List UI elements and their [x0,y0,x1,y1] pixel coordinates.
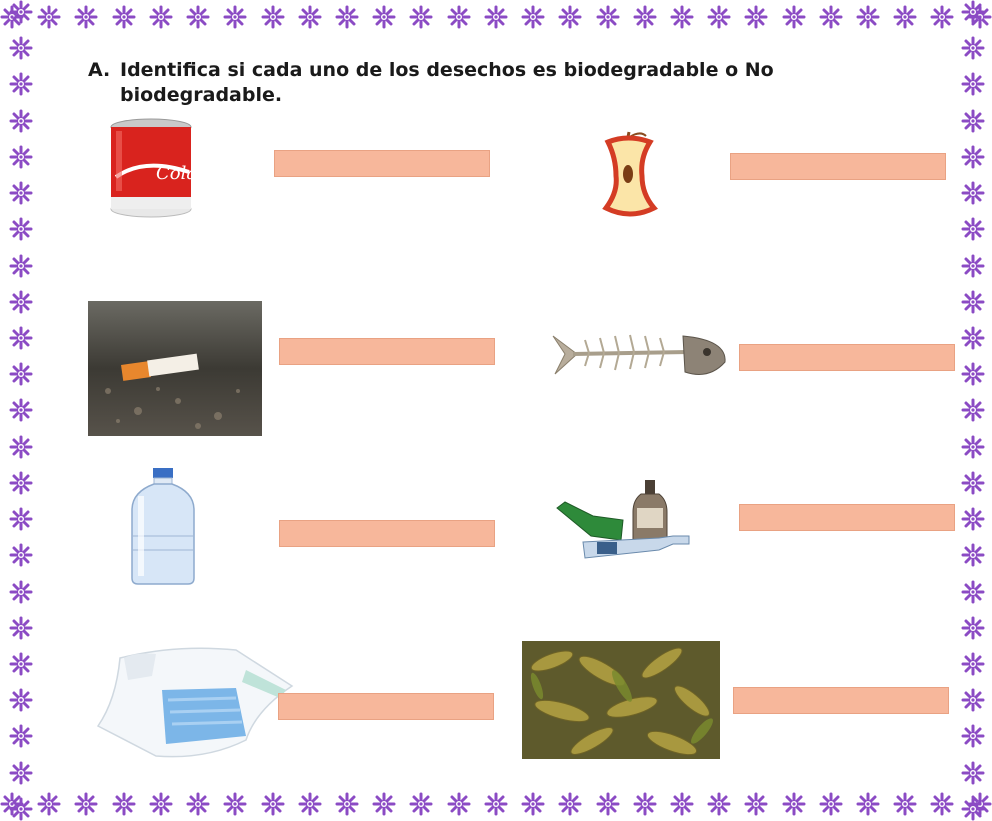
flower-border-icon [261,5,285,29]
flower-border-icon [112,792,136,816]
flower-border-icon [782,5,806,29]
flower-border-icon [633,792,657,816]
answer-box-4[interactable] [739,344,955,371]
flower-border-icon [74,792,98,816]
flower-border-icon [9,616,33,640]
answer-box-2[interactable] [730,153,946,180]
flower-border-icon [9,471,33,495]
flower-border-icon [558,5,582,29]
flower-border-icon [893,5,917,29]
flower-border-icon [961,217,985,241]
flower-border-icon [961,471,985,495]
flower-border-icon [744,792,768,816]
flower-border-icon [707,5,731,29]
answer-box-6[interactable] [739,504,955,531]
border-right [956,0,990,821]
flower-border-icon [149,792,173,816]
flower-border-icon [961,435,985,459]
flower-border-icon [961,797,985,821]
flower-border-icon [961,652,985,676]
flower-border-icon [372,5,396,29]
flower-border-icon [9,797,33,821]
glass-bottles-icon [553,478,693,574]
flower-border-icon [37,792,61,816]
flower-border-icon [9,326,33,350]
flower-border-icon [961,543,985,567]
flower-border-icon [744,5,768,29]
flower-border-icon [223,5,247,29]
flower-border-icon [9,254,33,278]
flower-border-icon [335,792,359,816]
flower-border-icon [484,5,508,29]
border-bottom [0,787,992,821]
flower-border-icon [447,5,471,29]
flower-border-icon [961,507,985,531]
flower-border-icon [9,398,33,422]
flower-border-icon [521,792,545,816]
flower-border-icon [596,5,620,29]
flower-border-icon [961,254,985,278]
flower-border-icon [9,435,33,459]
flower-border-icon [633,5,657,29]
flower-border-icon [782,792,806,816]
soda-can-icon [104,117,198,221]
flower-border-icon [930,5,954,29]
answer-box-3[interactable] [279,338,495,365]
flower-border-icon [186,5,210,29]
dry-leaves-icon [522,641,720,759]
flower-border-icon [186,792,210,816]
flower-border-icon [961,0,985,24]
flower-border-icon [9,72,33,96]
flower-border-icon [707,792,731,816]
flower-border-icon [298,792,322,816]
flower-border-icon [149,5,173,29]
flower-border-icon [112,5,136,29]
flower-border-icon [409,5,433,29]
flower-border-icon [961,761,985,785]
diaper-icon [96,640,296,764]
flower-border-icon [961,326,985,350]
instruction-line-2: biodegradable. [120,84,283,106]
flower-border-icon [335,5,359,29]
flower-border-icon [961,362,985,386]
flower-border-icon [961,688,985,712]
flower-border-icon [961,398,985,422]
flower-border-icon [9,543,33,567]
instruction-number: A. [88,59,111,81]
flower-border-icon [9,109,33,133]
instruction-heading [88,58,868,108]
flower-border-icon [372,792,396,816]
flower-border-icon [9,652,33,676]
flower-border-icon [961,181,985,205]
flower-border-icon [261,792,285,816]
plastic-bottle-icon [128,466,198,586]
svg-text:Cola: Cola [156,163,198,184]
flower-border-icon [961,616,985,640]
fish-skeleton-icon [549,322,731,386]
flower-border-icon [961,290,985,314]
flower-border-icon [9,761,33,785]
flower-border-icon [9,290,33,314]
answer-box-1[interactable] [274,150,490,177]
flower-border-icon [961,72,985,96]
cigarette-butt-icon [88,301,262,436]
border-left [4,0,38,821]
flower-border-icon [298,5,322,29]
flower-border-icon [409,792,433,816]
flower-border-icon [484,792,508,816]
flower-border-icon [223,792,247,816]
flower-border-icon [447,792,471,816]
flower-border-icon [670,5,694,29]
flower-border-icon [961,145,985,169]
flower-border-icon [37,5,61,29]
flower-border-icon [9,688,33,712]
flower-border-icon [9,217,33,241]
flower-border-icon [961,580,985,604]
flower-border-icon [961,36,985,60]
answer-box-7[interactable] [278,693,494,720]
flower-border-icon [670,792,694,816]
flower-border-icon [9,36,33,60]
flower-border-icon [856,792,880,816]
flower-border-icon [9,362,33,386]
flower-border-icon [521,5,545,29]
flower-border-icon [9,0,33,24]
flower-border-icon [819,792,843,816]
apple-core-icon [578,128,680,222]
flower-border-icon [930,792,954,816]
instruction-line-1: Identifica si cada uno de los desechos es biodegradable o No [120,59,774,81]
flower-border-icon [9,181,33,205]
flower-border-icon [74,5,98,29]
flower-border-icon [893,792,917,816]
flower-border-icon [9,580,33,604]
flower-border-icon [596,792,620,816]
flower-border-icon [819,5,843,29]
flower-border-icon [558,792,582,816]
border-top [0,0,992,34]
answer-box-8[interactable] [733,687,949,714]
flower-border-icon [9,507,33,531]
flower-border-icon [9,724,33,748]
flower-border-icon [856,5,880,29]
answer-box-5[interactable] [279,520,495,547]
flower-border-icon [961,724,985,748]
flower-border-icon [9,145,33,169]
flower-border-icon [961,109,985,133]
